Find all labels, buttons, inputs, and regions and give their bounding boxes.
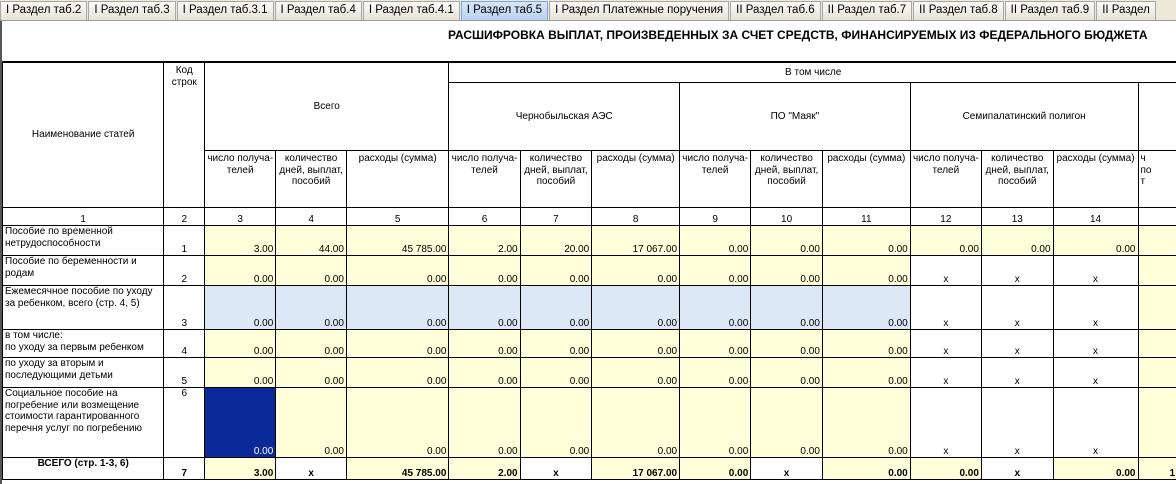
disabled-cell: x bbox=[981, 358, 1053, 388]
value-cell[interactable]: 20.00 bbox=[520, 226, 592, 256]
column-number: 3 bbox=[205, 208, 276, 226]
value-cell[interactable]: 0.00 bbox=[680, 286, 751, 330]
value-cell[interactable]: 0.00 bbox=[910, 458, 981, 480]
column-number-partial bbox=[1138, 208, 1176, 226]
partial-cell[interactable] bbox=[1138, 286, 1176, 330]
value-cell[interactable]: 0.00 bbox=[680, 388, 751, 458]
value-cell[interactable]: 3.00 bbox=[205, 458, 276, 480]
column-number: 12 bbox=[910, 208, 981, 226]
value-cell[interactable]: 0.00 bbox=[276, 330, 347, 358]
partial-cell[interactable] bbox=[1138, 358, 1176, 388]
sub-days: количество дней, выплат, пособий bbox=[751, 151, 823, 208]
sheet-tab[interactable]: I Раздел Платежные поручения bbox=[549, 1, 729, 20]
column-number-row bbox=[3, 208, 1176, 226]
partial-cell[interactable] bbox=[1138, 330, 1176, 358]
value-cell[interactable]: 0.00 bbox=[822, 286, 910, 330]
sub-days: количество дней, выплат, пособий bbox=[276, 151, 347, 208]
value-cell[interactable]: 0.00 bbox=[751, 256, 823, 286]
disabled-cell: x bbox=[910, 358, 981, 388]
value-cell[interactable]: 0.00 bbox=[205, 388, 276, 458]
header-row-1 bbox=[3, 63, 1176, 83]
value-cell[interactable]: 45 785.00 bbox=[346, 226, 448, 256]
sub-recipients: число получа-телей bbox=[910, 151, 981, 208]
row-name: в том числе: по уходу за первым ребенком bbox=[3, 330, 164, 358]
value-cell[interactable]: 0.00 bbox=[276, 286, 347, 330]
row-code: 7 bbox=[164, 458, 205, 480]
sub-expenses: расходы (сумма) bbox=[346, 151, 448, 208]
row-code: 6 bbox=[164, 388, 205, 458]
value-cell[interactable]: 0.00 bbox=[751, 226, 823, 256]
column-number: 4 bbox=[276, 208, 347, 226]
value-cell[interactable]: 0.00 bbox=[520, 330, 592, 358]
value-cell[interactable]: 2.00 bbox=[449, 226, 520, 256]
partial-cell[interactable] bbox=[1138, 226, 1176, 256]
row-code: 3 bbox=[164, 286, 205, 330]
value-cell[interactable]: 0.00 bbox=[1053, 458, 1138, 480]
column-number: 6 bbox=[449, 208, 520, 226]
value-cell[interactable]: 2.00 bbox=[449, 458, 520, 480]
header-group-partial bbox=[1138, 83, 1176, 151]
sheet-tab[interactable]: I Раздел таб.4.1 bbox=[363, 1, 460, 20]
value-cell[interactable]: 0.00 bbox=[981, 226, 1053, 256]
value-cell[interactable]: 45 785.00 bbox=[346, 458, 448, 480]
row-name: Пособие по временной нетрудоспособности bbox=[3, 226, 164, 256]
row-code: 5 bbox=[164, 358, 205, 388]
value-cell[interactable]: 0.00 bbox=[592, 388, 680, 458]
table-row bbox=[3, 330, 1176, 358]
value-cell[interactable]: 0.00 bbox=[449, 286, 520, 330]
value-cell[interactable]: 0.00 bbox=[205, 286, 276, 330]
value-cell[interactable]: 0.00 bbox=[680, 256, 751, 286]
row-name: Ежемесячное пособие по уходу за ребенком, всего (стр. 4, 5) bbox=[3, 286, 164, 330]
sheet-tab[interactable]: II Раздел таб.9 bbox=[1005, 1, 1096, 20]
disabled-cell: x bbox=[910, 388, 981, 458]
row-name: по уходу за вторым и последующими детьми bbox=[3, 358, 164, 388]
sheet-tab[interactable]: I Раздел таб.2 bbox=[0, 1, 87, 20]
value-cell[interactable]: 0.00 bbox=[910, 226, 981, 256]
sub-recipients: число получа-телей bbox=[205, 151, 276, 208]
column-number: 11 bbox=[822, 208, 910, 226]
table-row bbox=[3, 358, 1176, 388]
value-cell[interactable]: 0.00 bbox=[449, 388, 520, 458]
value-cell[interactable]: 0.00 bbox=[680, 330, 751, 358]
disabled-cell: x bbox=[276, 458, 347, 480]
title-row bbox=[2, 21, 1176, 62]
value-cell[interactable]: 0.00 bbox=[592, 256, 680, 286]
value-cell[interactable]: 0.00 bbox=[822, 388, 910, 458]
sub-expenses: расходы (сумма) bbox=[592, 151, 680, 208]
disabled-cell: x bbox=[981, 256, 1053, 286]
disabled-cell: x bbox=[981, 388, 1053, 458]
value-cell[interactable]: 0.00 bbox=[276, 358, 347, 388]
sub-days: количество дней, выплат, пособий bbox=[981, 151, 1053, 208]
row-name: Пособие по беременности и родам bbox=[3, 256, 164, 286]
value-cell[interactable]: 0.00 bbox=[822, 358, 910, 388]
value-cell[interactable]: 0.00 bbox=[205, 330, 276, 358]
sub-partial-line: ч bbox=[1140, 153, 1146, 164]
row-code: 1 bbox=[164, 226, 205, 256]
sheet-tab[interactable]: I Раздел таб.3.1 bbox=[177, 1, 274, 20]
value-cell[interactable]: 0.00 bbox=[822, 226, 910, 256]
header-total-group: Всего bbox=[205, 63, 449, 151]
disabled-cell: x bbox=[1053, 256, 1138, 286]
row-code: 4 bbox=[164, 330, 205, 358]
value-cell[interactable]: 0.00 bbox=[205, 358, 276, 388]
value-cell[interactable]: 0.00 bbox=[449, 358, 520, 388]
value-cell[interactable]: 0.00 bbox=[346, 330, 448, 358]
sub-expenses: расходы (сумма) bbox=[1053, 151, 1138, 208]
table-row bbox=[3, 256, 1176, 286]
value-cell[interactable]: 0.00 bbox=[346, 388, 448, 458]
column-number: 9 bbox=[680, 208, 751, 226]
value-cell[interactable]: 0.00 bbox=[751, 358, 823, 388]
disabled-cell: x bbox=[981, 330, 1053, 358]
value-cell[interactable]: 0.00 bbox=[276, 388, 347, 458]
value-cell[interactable]: 44.00 bbox=[276, 226, 347, 256]
sub-partial-line: по bbox=[1140, 164, 1152, 176]
spreadsheet bbox=[0, 21, 1176, 484]
page-title: РАСШИФРОВКА ВЫПЛАТ, ПРОИЗВЕДЕННЫХ ЗА СЧЕТ СРЕДСТВ, ФИНАНСИРУЕМЫХ ИЗ ФЕДЕРАЛЬНОГО БЮДЖЕТА bbox=[448, 28, 1148, 42]
disabled-cell: x bbox=[1053, 358, 1138, 388]
sub-expenses: расходы (сумма) bbox=[822, 151, 910, 208]
sub-partial bbox=[1138, 151, 1176, 208]
value-cell[interactable]: 0.00 bbox=[346, 256, 448, 286]
sub-recipients: число получа-телей bbox=[449, 151, 520, 208]
value-cell[interactable]: 0.00 bbox=[751, 286, 823, 330]
value-cell[interactable]: 0.00 bbox=[822, 256, 910, 286]
disabled-cell: x bbox=[1053, 286, 1138, 330]
header-code-col: Код строк bbox=[164, 63, 205, 208]
value-cell[interactable]: 0.00 bbox=[680, 458, 751, 480]
value-cell[interactable]: 0.00 bbox=[822, 458, 910, 480]
column-number: 2 bbox=[164, 208, 205, 226]
table-row bbox=[3, 226, 1176, 256]
value-cell[interactable]: 0.00 bbox=[449, 256, 520, 286]
sheet-tab-bar bbox=[0, 0, 1176, 21]
sheet-tab[interactable]: I Раздел таб.5 bbox=[461, 1, 548, 21]
sub-days: количество дней, выплат, пособий bbox=[520, 151, 592, 208]
value-cell[interactable]: 0.00 bbox=[592, 358, 680, 388]
row-code: 2 bbox=[164, 256, 205, 286]
column-number: 8 bbox=[592, 208, 680, 226]
partial-cell[interactable] bbox=[1138, 256, 1176, 286]
disabled-cell: x bbox=[520, 458, 592, 480]
value-cell[interactable]: 0.00 bbox=[520, 286, 592, 330]
disabled-cell: x bbox=[910, 286, 981, 330]
value-cell[interactable]: 0.00 bbox=[592, 286, 680, 330]
column-number: 13 bbox=[981, 208, 1053, 226]
disabled-cell: x bbox=[1053, 388, 1138, 458]
partial-cell[interactable] bbox=[1138, 388, 1176, 458]
value-cell[interactable]: 0.00 bbox=[751, 330, 823, 358]
table-row bbox=[3, 286, 1176, 330]
value-cell[interactable]: 0.00 bbox=[205, 256, 276, 286]
value-cell[interactable]: 0.00 bbox=[346, 286, 448, 330]
header-name-col: Наименование статей bbox=[3, 63, 164, 208]
table-row bbox=[3, 388, 1176, 458]
value-cell[interactable]: 0.00 bbox=[822, 330, 910, 358]
row-name: Социальное пособие на погребение или возмещение стоимости гарантированного перечня услуг по погребению bbox=[3, 388, 164, 458]
disabled-cell: x bbox=[751, 458, 823, 480]
value-cell[interactable]: 0.00 bbox=[680, 226, 751, 256]
header-group-semipalatinsk: Семипалатинский полигон bbox=[910, 83, 1138, 151]
value-cell[interactable]: 0.00 bbox=[346, 358, 448, 388]
value-cell[interactable]: 0.00 bbox=[1053, 226, 1138, 256]
column-number: 5 bbox=[346, 208, 448, 226]
sheet-tab[interactable]: II Раздел таб.7 bbox=[822, 1, 913, 20]
sheet-tab[interactable]: II Раздел таб.8 bbox=[913, 1, 1004, 20]
column-number: 10 bbox=[751, 208, 823, 226]
value-cell[interactable]: 0.00 bbox=[751, 388, 823, 458]
sheet-tab[interactable]: II Раздел bbox=[1096, 1, 1156, 20]
partial-cell[interactable]: 1 bbox=[1138, 458, 1176, 480]
value-cell[interactable]: 0.00 bbox=[592, 330, 680, 358]
column-number: 1 bbox=[3, 208, 164, 226]
value-cell[interactable]: 0.00 bbox=[449, 330, 520, 358]
total-row bbox=[3, 458, 1176, 480]
sheet-tab[interactable]: I Раздел таб.3 bbox=[88, 1, 175, 20]
value-cell[interactable]: 17 067.00 bbox=[592, 226, 680, 256]
sub-recipients: число получа-телей bbox=[680, 151, 751, 208]
sheet-tab[interactable]: II Раздел таб.6 bbox=[730, 1, 821, 20]
header-incl-group: В том числе bbox=[449, 63, 1176, 83]
value-cell[interactable]: 0.00 bbox=[276, 256, 347, 286]
value-cell[interactable]: 0.00 bbox=[680, 358, 751, 388]
value-cell[interactable]: 3.00 bbox=[205, 226, 276, 256]
value-cell[interactable]: 0.00 bbox=[520, 388, 592, 458]
value-cell[interactable]: 17 067.00 bbox=[592, 458, 680, 480]
header-group-chernobyl: Чернобыльская АЭС bbox=[449, 83, 680, 151]
row-name: ВСЕГО (стр. 1-3, 6) bbox=[3, 458, 164, 480]
disabled-cell: x bbox=[981, 286, 1053, 330]
disabled-cell: x bbox=[910, 256, 981, 286]
column-number: 7 bbox=[520, 208, 592, 226]
disabled-cell: x bbox=[910, 330, 981, 358]
disabled-cell: x bbox=[1053, 330, 1138, 358]
disabled-cell: x bbox=[981, 458, 1053, 480]
header-group-mayak: ПО "Маяк" bbox=[680, 83, 911, 151]
column-number: 14 bbox=[1053, 208, 1138, 226]
value-cell[interactable]: 0.00 bbox=[520, 256, 592, 286]
sub-partial-line: т bbox=[1140, 176, 1146, 187]
value-cell[interactable]: 0.00 bbox=[520, 358, 592, 388]
sheet-tab[interactable]: I Раздел таб.4 bbox=[275, 1, 362, 20]
data-grid bbox=[2, 62, 1176, 480]
